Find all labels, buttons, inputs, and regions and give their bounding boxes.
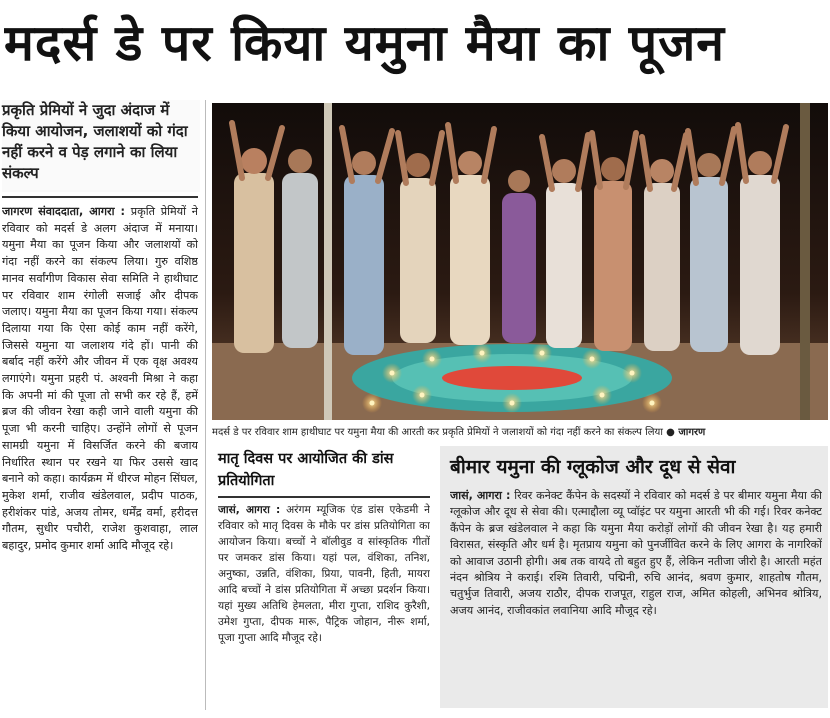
photo-illustration xyxy=(212,103,828,420)
column-divider xyxy=(205,100,206,710)
dance-story-byline: जासं, आगरा : xyxy=(218,504,281,516)
dance-story-body xyxy=(218,502,430,708)
yamuna-story-headline: बीमार यमुना की ग्लूकोज और दूध से सेवा xyxy=(450,456,736,478)
main-byline: जागरण संवाददाता, आगरा : xyxy=(2,205,126,218)
photo-caption xyxy=(212,424,828,442)
yamuna-story-byline: जासं, आगरा : xyxy=(450,489,511,502)
main-article-body xyxy=(2,204,198,714)
dance-story-divider xyxy=(218,496,430,498)
photo-credit: ● जागरण xyxy=(666,427,706,438)
main-body-text: प्रकृति प्रेमियों ने रविवार को मदर्स डे अलग अंदाज में मनाया। यमुना मैया का पूजन किया और जलाशयों को गंदा नहीं करने का संकल्प लिया। गुरु वशिष्ठ मानव सर्वांगीण विकास सेवा समिति ने हाथीघाट पर रविवार शाम रंगोली सजाई और दीपक जलाए। यमुना मैया का पूजन किया गया। संकल्प दिलाया गया कि ऐसा कोई काम नहीं करेंगे, जिससे यमुना या जलाशय गंदे हों। पानी की बर्बाद नहीं करेंगे और जीवन में एक वृक्ष अवश्य लगाएंगे। यमुना प्रहरी पं. अश्वनी मिश्रा ने कहा कि अपनी मां की पूजा तो सभी कर रहे हैं, हमें ब्रज की जीवन रेखा कही जाने वाली यमुना की पूजा भी करनी चाहिए। उन्होंने लोगों से पूजन सामग्री यमुना में विसर्जित करने की बजाय निर्धारित स्थान पर रखने या फिर उससे खाद बनाने को कहा। कार्यक्रम में धीरज मोहन सिंघल, मुकेश शर्मा, राजीव खंडेलवाल, प्रदीप पाठक, हरीशंकर पांडे, अजय तोमर, धर्मेंद्र वर्मा, हरीदत्त गौतम, सुधीर पचौरी, राजेश कुशवाहा, लाल बहादुर, प्रमोद कुमार शर्मा आदि मौजूद रहे। xyxy=(2,205,198,553)
yamuna-story-body xyxy=(450,488,822,704)
dance-story-text: अरंगम म्यूजिक एंड डांस एकेडमी ने रविवार को मातृ दिवस के मौके पर डांस प्रतियोगिता का आयोजन किया। बच्चों ने बॉलीवुड व सांस्कृतिक गीतों पर जमकर डांस किया। यहां पल, वंशिका, तनिश, अनुष्का, उन्नति, वंशिका, प्रिया, पावनी, हिती, मायरा आदि बच्चों ने डांस प्रतियोगिता में अच्छा प्रदर्शन किया। यहां मुख्य अतिथि हेमलता, मीरा गुप्ता, राशिद कुरैशी, उमेश गुप्ता, दीपक मारू, पैट्रिक जोहान, नीरू शर्मा, पूजा गुप्ता आदि मौजूद रहे। xyxy=(218,504,430,644)
photo-caption-text: मदर्स डे पर रविवार शाम हाथीघाट पर यमुना मैया की आरती कर प्रकृति प्रेमियों ने जलाशयों को गंदा नहीं करने का संकल्प लिया xyxy=(212,427,663,438)
subhead-divider xyxy=(2,196,198,198)
yamuna-story-text: रिवर कनेक्ट कैंपेन के सदस्यों ने रविवार को मदर्स डे पर बीमार यमुना मैया की ग्लूकोज और दूध से सेवा की। एत्माद्दौला व्यू प्वॉइंट पर यमुना आरती भी की गई। रिवर कनेक्ट कैंपेन के ब्रज खंडेलवाल ने कहा कि यमुना मैया करोड़ों लोगों की जीवन रेखा है। यह हमारी विरासत, संस्कृति और धर्म है। मृतप्राय यमुना को पुनर्जीवित करने के लिए आगरा के नागरिकों को आवाज उठानी होगी। अब तक वायदे तो बहुत हुए हैं, लेकिन नतीजा जीरो है। आरती महंत नंदन श्रोत्रिय ने कराई। रश्मि तिवारी, पद्मिनी, रुचि आनंद, श्रवण कुमार, शाहतोष गौतम, चतुर्भुज तिवारी, अजय राठौर, दीपक राजपूत, राहुल राज, अमित कोहली, अभिनव श्रोत्रिय, अजय आनंद, राजीवकांत लवानिया आदि मौजूद रहे। xyxy=(450,489,822,617)
subheadline: प्रकृति प्रेमियों ने जुदा अंदाज में किया आयोजन, जलाशयों को गंदा नहीं करने व पेड़ लगाने का लिया संकल्प xyxy=(2,100,200,192)
event-photo xyxy=(212,103,828,420)
dance-story-headline: मातृ दिवस पर आयोजित की डांस प्रतियोगिता xyxy=(218,451,394,489)
headline: मदर्स डे पर किया यमुना मैया का पूजन xyxy=(4,14,726,72)
